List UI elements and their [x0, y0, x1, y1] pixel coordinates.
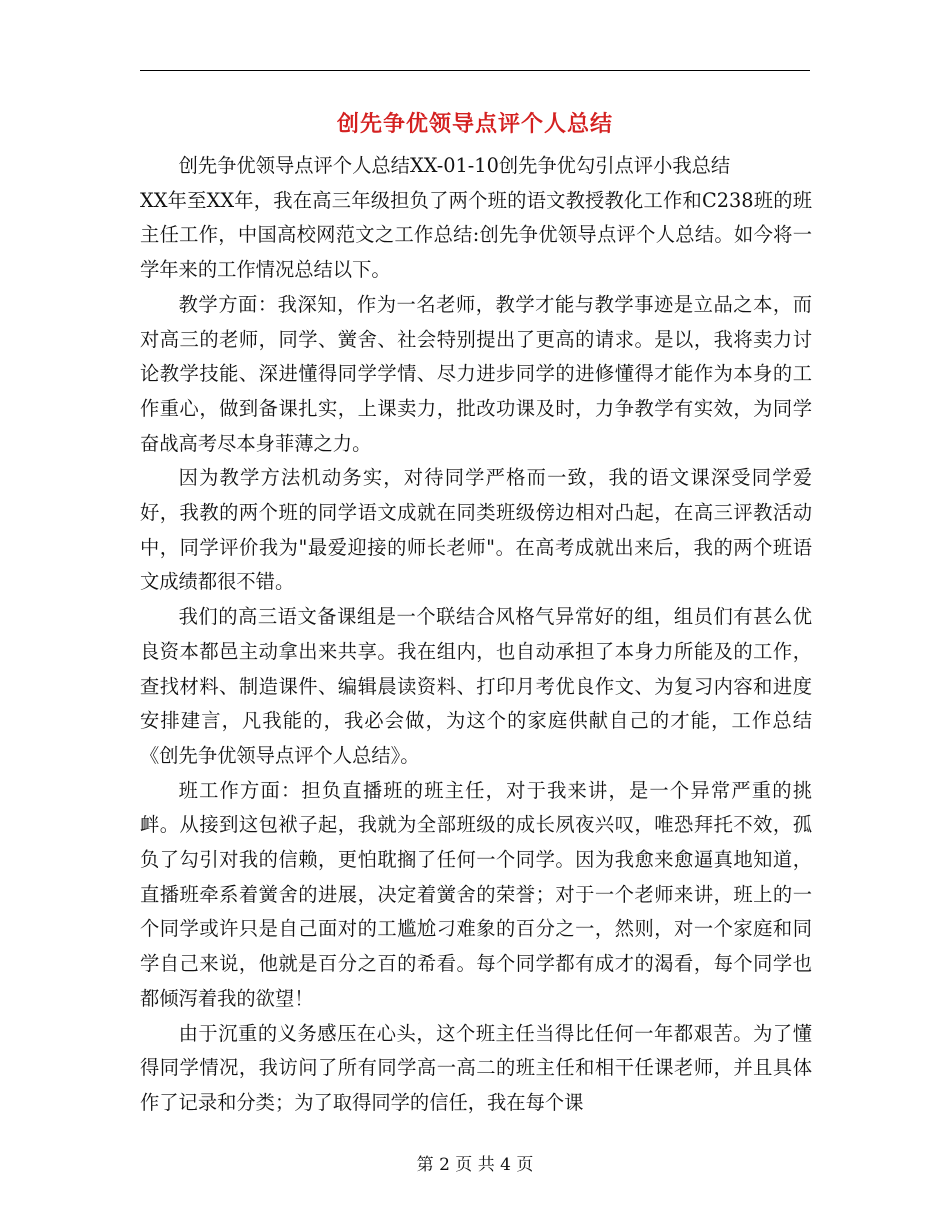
paragraph: 我们的高三语文备课组是一个联结合风格气异常好的组，组员们有甚么优良资本都邑主动拿出来共享。我在组内，也自动承担了本身力所能及的工作，查找材料、制造课件、编辑晨读资料、打印月考优良作文、为复习内容和进度安排建言，凡我能的，我必会做，为这个的家庭供献自己的才能，工作总结《创先争优领导点评个人总结》。: [140, 605, 812, 767]
paragraph: 教学方面：我深知，作为一名老师，教学才能与教学事迹是立品之本，而对高三的老师，同学、黉舍、社会特别提出了更高的请求。是以，我将卖力讨论教学技能、深进懂得同学学情、尽力进步同学的进修懂得才能作为本身的工作重心，做到备课扎实，上课卖力，批改功课及时，力争教学有实效，为同学奋战高考尽本身菲薄之力。: [140, 292, 812, 455]
page-number: 第 2 页 共 4 页: [416, 1155, 534, 1175]
document-title: 创先争优领导点评个人总结: [336, 111, 613, 137]
paragraph: 创先争优领导点评个人总结XX-01-10创先争优勾引点评小我总结 XX年至XX年，我在高三年级担负了两个班的语文教授教化工作和C238班的班主任工作，中国高校网范文之工作总结:创先争优领导点评个人总结。如今将一学年来的工作情况总结以下。: [140, 154, 812, 282]
document-body: [140, 149, 812, 1121]
paragraph: 因为教学方法机动务实，对待同学严格而一致，我的语文课深受同学爱好，我教的两个班的同学语文成就在同类班级傍边相对凸起，在高三评教活动中，同学评价我为"最爱迎接的师长老师"。在高考成就出来后，我的两个班语文成绩都很不错。: [140, 466, 812, 594]
paragraph: 由于沉重的义务感压在心头，这个班主任当得比任何一年都艰苦。为了懂得同学情况，我访问了所有同学高一高二的班主任和相干任课老师，并且具体作了记录和分类；为了取得同学的信任，我在每个课: [140, 1021, 812, 1114]
paragraph: 班工作方面：担负直播班的班主任，对于我来讲，是一个异常严重的挑衅。从接到这包袱子起，我就为全部班级的成长夙夜兴叹，唯恐拜托不效，孤负了勾引对我的信赖，更怕耽搁了任何一个同学。因为我愈来愈逼真地知道，直播班牵系着黉舍的进展，决定着黉舍的荣誉；对于一个老师来讲，班上的一个同学或许只是自己面对的工尴尬刁难象的百分之一，然则，对一个家庭和同学自己来说，他就是百分之百的希看。每个同学都有成才的渴看，每个同学也都倾泻着我的欲望！: [140, 778, 812, 1010]
header-rule: [140, 70, 810, 71]
